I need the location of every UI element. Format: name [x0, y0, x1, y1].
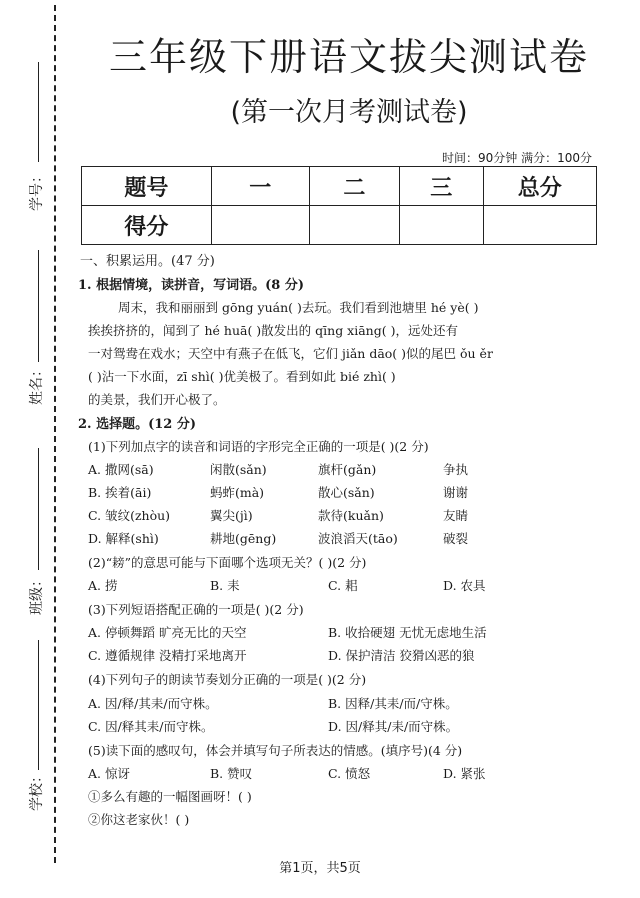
class-label: 班级：: [29, 573, 45, 615]
score-row-label: 得分: [82, 206, 212, 245]
q2-sub5-prompt: (5)读下面的感叹句，体会并填写句子所表达的情感。(填序号)(4 分): [88, 743, 463, 758]
q2-sub4-prompt: (4)下列句子的朗读节奏划分正确的一项是( )(2 分): [88, 672, 367, 687]
option-cell: 旗杆(gǎn): [318, 462, 377, 477]
option-cell: C. 因/释其耒/而守株。: [88, 719, 214, 734]
option-cell: A. 惊讶: [88, 766, 130, 781]
option-cell: 散心(sǎn): [318, 485, 375, 500]
option-cell: 翼尖(jì): [210, 508, 253, 523]
option-cell: A. 撒网(sā): [88, 462, 154, 477]
option-cell: C. 皱纹(zhòu): [88, 508, 171, 523]
option-cell: 波浪滔天(tāo): [318, 531, 398, 546]
option-cell: A. 停顿舞蹈 旷亮无比的天空: [88, 625, 247, 640]
option-cell: 蚂蚱(mà): [210, 485, 265, 500]
student-id-rule: [38, 62, 39, 162]
option-cell: 闲散(sǎn): [210, 462, 267, 477]
option-cell: B. 因释/其耒/而/守株。: [328, 696, 458, 711]
school-rule: [38, 640, 39, 770]
q2-heading: 2. 选择题。(12 分): [78, 417, 197, 432]
option-cell: D. 因/释其/耒/而守株。: [328, 719, 459, 734]
option-cell: C. 愤怒: [328, 766, 371, 781]
score-table-score-row: [82, 206, 597, 245]
score-cell: [211, 206, 309, 245]
option-cell: 耕地(gēng): [210, 531, 277, 546]
score-cell: [483, 206, 596, 245]
q1-line: 的美景，我们开心极了。: [88, 392, 226, 407]
header-cell: 一: [211, 167, 309, 206]
class-rule: [38, 448, 39, 570]
page-title: 三年级下册语文拔尖测试卷: [108, 35, 589, 79]
q1-line: 一对鸳鸯在戏水；天空中有燕子在低飞，它们 jiǎn dāo( )似的尾巴 ǒu ěr: [88, 346, 493, 361]
option-cell: A. 因/释/其耒/而守株。: [88, 696, 218, 711]
header-cell: 题号: [82, 167, 212, 206]
page-footer: 第1页，共5页: [279, 861, 361, 876]
q2-sub2-prompt: (2)“耪”的意思可能与下面哪个选项无关？( )(2 分): [88, 555, 367, 570]
time-info: 时间：90分钟 满分：100分: [442, 151, 592, 165]
binding-dashed-line: [54, 5, 56, 863]
q1-line: ( )沾一下水面，zī shì( )优美极了。看到如此 bié zhì( ): [88, 369, 396, 384]
header-cell: 二: [309, 167, 399, 206]
header-cell: 总分: [483, 167, 596, 206]
option-cell: D. 解释(shì): [88, 531, 159, 546]
score-table-header-row: [82, 167, 597, 206]
q2-sub5-item: ②你这老家伙！( ): [88, 812, 190, 827]
option-cell: C. 耜: [328, 578, 358, 593]
option-cell: 破裂: [443, 531, 469, 546]
score-cell: [400, 206, 484, 245]
option-cell: A. 捞: [88, 578, 118, 593]
option-cell: B. 挨着(āi): [88, 485, 152, 500]
name-label: 姓名：: [29, 363, 45, 405]
q1-heading: 1. 根据情境，读拼音，写词语。(8 分): [78, 278, 304, 293]
page-subtitle: (第一次月考测试卷): [230, 97, 468, 128]
option-cell: 款待(kuǎn): [318, 508, 384, 523]
school-label: 学校：: [29, 769, 45, 811]
header-cell: 三: [400, 167, 484, 206]
option-cell: 争执: [443, 462, 469, 477]
section-1-heading: 一、积累运用。(47 分): [80, 254, 215, 269]
option-cell: 友睛: [443, 508, 469, 523]
option-cell: 谢谢: [443, 485, 469, 500]
student-id-label: 学号：: [29, 169, 45, 211]
q1-line: 挨挨挤挤的，闻到了 hé huā( )散发出的 qīng xiāng( )，远处还有: [88, 323, 458, 338]
option-cell: C. 遵循规律 没精打采地离开: [88, 648, 247, 663]
option-cell: B. 耒: [210, 578, 240, 593]
option-cell: D. 保护清洁 狡猾凶恶的狼: [328, 648, 475, 663]
name-rule: [38, 250, 39, 362]
option-cell: B. 赞叹: [210, 766, 253, 781]
q2-sub3-prompt: (3)下列短语搭配正确的一项是( )(2 分): [88, 602, 304, 617]
q1-line: 周末，我和丽丽到 gōng yuán( )去玩。我们看到池塘里 hé yè( ): [118, 300, 479, 315]
q2-sub5-item: ①多么有趣的一幅图画呀！( ): [88, 789, 252, 804]
option-cell: D. 紧张: [443, 766, 486, 781]
score-cell: [309, 206, 399, 245]
option-cell: D. 农具: [443, 578, 486, 593]
option-cell: B. 收拾硬翅 无忧无虑地生活: [328, 625, 487, 640]
q2-sub1-prompt: (1)下列加点字的读音和词语的字形完全正确的一项是( )(2 分): [88, 439, 429, 454]
score-table: [81, 166, 597, 245]
